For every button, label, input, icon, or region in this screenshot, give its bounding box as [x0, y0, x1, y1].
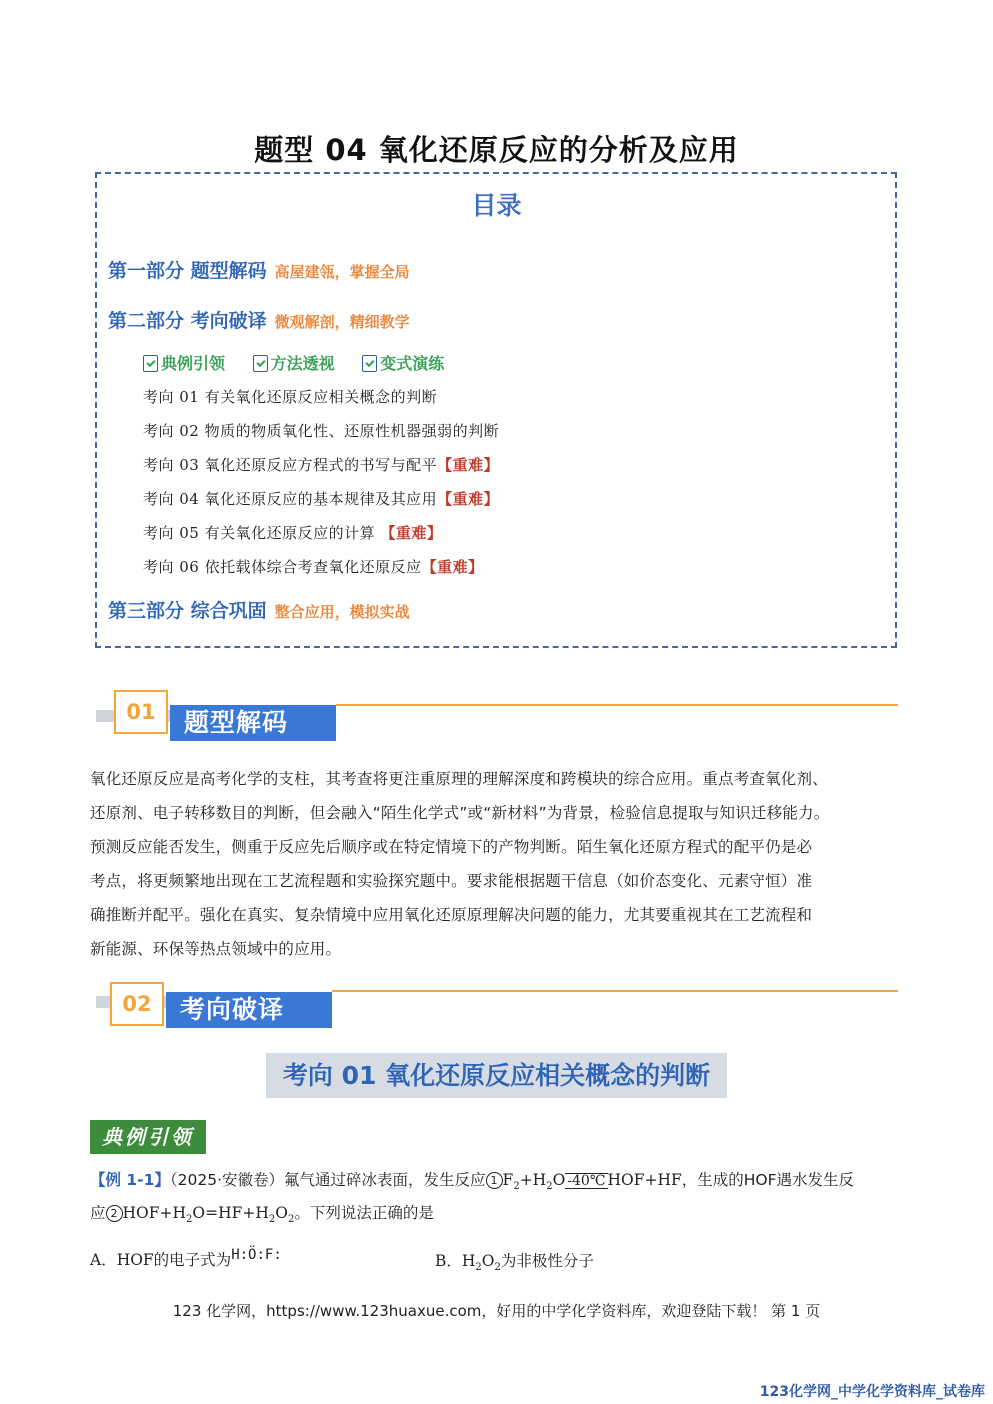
- intro-paragraph: [90, 762, 914, 966]
- toc-item-text: 考向 03 氧化还原反应方程式的书写与配平: [143, 456, 438, 474]
- toc-icon-label: 变式演练: [380, 354, 445, 373]
- section-divider: [332, 990, 898, 992]
- question-source: （2025·安徽卷）: [169, 1171, 285, 1189]
- toc-icon-row: [143, 351, 466, 374]
- question-text: ，生成的HOF遇水发生反: [681, 1171, 855, 1189]
- intro-line: 确推断并配平。强化在真实、复杂情境中应用氧化还原原理解决问题的能力，尤其要重视其在工艺流程和: [90, 906, 813, 924]
- question-label: 【例 1-1】: [90, 1171, 170, 1189]
- toc-part-sub: 高屋建瓴，掌握全局: [274, 263, 410, 281]
- page-title: 题型 04 氧化还原反应的分析及应用: [254, 133, 739, 167]
- question-text: 应: [90, 1204, 106, 1222]
- intro-line: 考点，将更频繁地出现在工艺流程题和实验探究题中。要求能根据题干信息（如价态变化、元素守恒）准: [90, 872, 813, 890]
- option-text: 为非极性分子: [500, 1252, 594, 1270]
- toc-heading: 目录: [471, 191, 522, 220]
- toc-part-label: 第一部分 题型解码: [108, 260, 267, 282]
- toc-part-1[interactable]: [108, 256, 410, 283]
- doc-check-icon: [253, 355, 268, 372]
- toc-part-label: 第三部分 综合巩固: [108, 600, 267, 622]
- toc-item[interactable]: [143, 386, 437, 407]
- example-tag: 典例引领: [90, 1120, 206, 1154]
- circled-number: 2: [106, 1205, 123, 1222]
- toc-item-text: 考向 02 物质的物质氧化性、还原性机器强弱的判断: [143, 422, 500, 440]
- question-text: 氟气通过碎冰表面，发生反应: [284, 1171, 486, 1189]
- toc-icon-item[interactable]: [362, 354, 444, 373]
- toc-item-tag: 【重难】: [380, 524, 443, 542]
- toc-item[interactable]: [143, 420, 499, 441]
- reaction-condition: -40℃: [567, 1173, 606, 1189]
- section-label: 题型解码: [170, 705, 336, 741]
- toc-icon-label: 方法透视: [270, 354, 335, 373]
- question-line-1: [90, 1168, 854, 1192]
- doc-check-icon: [362, 355, 377, 372]
- toc-part-sub: 微观解剖，精细教学: [274, 313, 410, 331]
- section-label: 考向破译: [166, 992, 332, 1028]
- question-text: 。下列说法正确的是: [294, 1204, 434, 1222]
- question-line-2: [90, 1201, 434, 1225]
- section-number: 01: [114, 690, 168, 734]
- equation-2: $HOF+H_2O=HF+H_2O_2$: [122, 1204, 295, 1226]
- option-text: A．HOF的电子式为: [90, 1251, 232, 1269]
- toc-item[interactable]: [143, 556, 484, 577]
- toc-item-text: 考向 01 有关氧化还原反应相关概念的判断: [143, 388, 438, 406]
- toc-item-tag: 【重难】: [421, 558, 484, 576]
- watermark[interactable]: 123化学网_中学化学资料库_试卷库: [759, 1384, 985, 1400]
- toc-part-label: 第二部分 考向破译: [108, 310, 267, 332]
- toc-item-tag: 【重难】: [437, 490, 500, 508]
- toc-icon-label: 典例引领: [161, 354, 226, 373]
- section-number: 02: [110, 982, 164, 1026]
- doc-check-icon: [143, 355, 158, 372]
- section-divider: [336, 704, 898, 706]
- intro-line: 预测反应能否发生，侧重于反应先后顺序或在特定情境下的产物判断。陌生氧化还原方程式的配平仍是必: [90, 838, 813, 856]
- toc-part-sub: 整合应用，模拟实战: [274, 603, 410, 621]
- topic-heading: 考向 01 氧化还原反应相关概念的判断: [266, 1053, 727, 1098]
- intro-line: 还原剂、电子转移数目的判断，但会融入“陌生化学式”或“新材料”为背景，检验信息提取与知识迁移能力。: [90, 804, 830, 822]
- toc-icon-item[interactable]: [143, 354, 225, 373]
- toc-item-text: 考向 06 依托载体综合考查氧化还原反应: [143, 558, 422, 576]
- toc-part-2[interactable]: [108, 306, 410, 333]
- intro-line: 新能源、环保等热点领域中的应用。: [90, 940, 342, 958]
- toc-item[interactable]: [143, 488, 499, 509]
- toc-item-tag: 【重难】: [437, 456, 500, 474]
- option-text: B．H: [435, 1252, 476, 1270]
- electron-formula: H:Ö:F:: [231, 1247, 282, 1263]
- option-b[interactable]: B．$H_2O_2$为非极性分子: [435, 1252, 594, 1274]
- toc-item-text: 考向 05 有关氧化还原反应的计算: [143, 524, 381, 542]
- toc-item[interactable]: [143, 454, 499, 475]
- toc-part-3[interactable]: [108, 596, 410, 623]
- page-footer: 123 化学网，https://www.123huaxue.com，好用的中学化学资料库，欢迎登陆下载！ 第 1 页: [172, 1302, 821, 1320]
- toc-icon-item[interactable]: [253, 354, 335, 373]
- toc-item[interactable]: [143, 522, 442, 543]
- toc-item-text: 考向 04 氧化还原反应的基本规律及其应用: [143, 490, 438, 508]
- intro-line: 氧化还原反应是高考化学的支柱，其考查将更注重原理的理解深度和跨模块的综合应用。重点考查氧化剂、: [90, 770, 828, 788]
- circled-number: 1: [486, 1172, 503, 1189]
- option-a[interactable]: [90, 1247, 282, 1270]
- equation-1: $F_2+H_2O$ -40℃ HOF+HF: [502, 1171, 682, 1193]
